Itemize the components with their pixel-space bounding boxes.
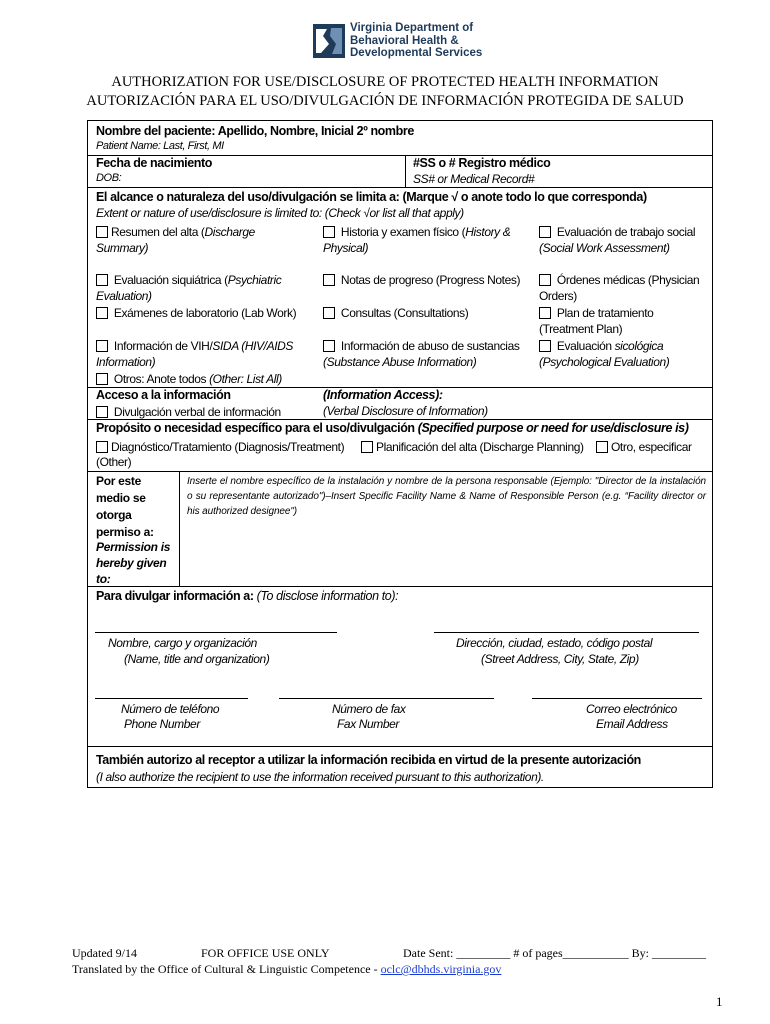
name-title-org-label-en: (Name, title and organization) [124, 652, 270, 666]
date-sent-fields: Date Sent: _________ # of pages___________ By: _________ [403, 946, 706, 960]
option-verbal-disclosure[interactable]: Divulgación verbal de información [96, 404, 281, 420]
address-line[interactable] [434, 632, 699, 633]
dbhds-logo [313, 22, 483, 62]
address-label-en: (Street Address, City, State, Zip) [481, 652, 639, 666]
ss-label: #SS o # Registro médico [413, 156, 551, 170]
checkbox[interactable] [361, 441, 373, 453]
dob-label: Fecha de nacimiento [96, 156, 213, 170]
phone-line[interactable] [95, 698, 248, 699]
checkbox[interactable] [96, 274, 108, 286]
checkbox[interactable] [96, 307, 108, 319]
option-consultations[interactable]: Consultas (Consultations) [323, 305, 468, 321]
option-discharge-planning[interactable]: Planificación del alta (Discharge Planning) [361, 439, 584, 455]
access-label: Acceso a la información [96, 388, 231, 402]
option-other-specify[interactable]: Otro, especificar [596, 439, 692, 455]
title-english: AUTHORIZATION FOR USE/DISCLOSURE OF PROTECTED HEALTH INFORMATION [111, 74, 659, 90]
email-label-en: Email Address [596, 717, 668, 731]
dob-label-en: DOB: [96, 172, 122, 184]
checkbox[interactable] [96, 373, 108, 385]
checkbox[interactable] [539, 274, 551, 286]
title-spanish: AUTORIZACIÓN PARA EL USO/DIVULGACIÓN DE INFORMACIÓN PROTEGIDA DE SALUD [86, 93, 684, 109]
translated-by: Translated by the Office of Cultural & Linguistic Competence - oclc@dbhds.virginia.gov [72, 962, 502, 976]
fax-line[interactable] [279, 698, 494, 699]
option-psychiatric-evaluation[interactable]: Evaluación siquiátrica (Psychiatric Evaluation) [96, 273, 282, 303]
oclc-email-link[interactable]: oclc@dbhds.virginia.gov [380, 962, 502, 976]
fax-label-en: Fax Number [337, 717, 400, 731]
scope-label: El alcance o naturaleza del uso/divulgación se limita a: (Marque √ o anote todo lo que corresponda) [96, 190, 647, 204]
name-title-org-label: Nombre, cargo y organización [108, 636, 257, 650]
permission-field[interactable] [187, 520, 706, 582]
checkbox[interactable] [596, 441, 608, 453]
dob-field[interactable] [125, 170, 395, 186]
office-use-only: FOR OFFICE USE ONLY [201, 946, 330, 960]
checkbox[interactable] [96, 340, 108, 352]
email-label: Correo electrónico [586, 702, 677, 716]
patient-name-label-en: Patient Name: Last, First, MI [96, 140, 224, 152]
disclose-label: Para divulgar información a: (To disclose information to): [96, 589, 399, 603]
ss-field[interactable] [540, 170, 705, 186]
option-hiv-information[interactable]: Información de VIH/SIDA (HIV/AIDS Information) [96, 339, 294, 369]
checkbox[interactable] [96, 226, 108, 238]
patient-name-field[interactable] [330, 138, 700, 154]
updated-date: Updated 9/14 [72, 946, 137, 960]
recipient-authorization: También autorizo al receptor a utilizar la información recibida en virtud de la presente autorización [96, 753, 641, 767]
divider [405, 155, 406, 187]
option-treatment-plan[interactable]: Plan de tratamiento (Treatment Plan) [539, 306, 654, 336]
purpose-other-en: (Other) [96, 455, 132, 469]
checkbox[interactable] [539, 340, 551, 352]
logo-mark-icon [313, 24, 345, 58]
checkbox[interactable] [539, 307, 551, 319]
option-lab-work[interactable]: Exámenes de laboratorio (Lab Work) [96, 305, 296, 321]
option-history-physical[interactable]: Historia y examen físico (History & Physical) [323, 225, 511, 255]
checkbox[interactable] [323, 307, 335, 319]
checkbox[interactable] [323, 340, 335, 352]
fax-label: Número de fax [332, 702, 406, 716]
checkbox[interactable] [96, 406, 108, 418]
option-progress-notes[interactable]: Notas de progreso (Progress Notes) [323, 272, 520, 288]
recipient-authorization-en: (I also authorize the recipient to use the information received pursuant to this authorization). [96, 770, 544, 784]
divider [179, 471, 180, 586]
checkbox[interactable] [323, 226, 335, 238]
name-signature-line[interactable] [95, 632, 337, 633]
phone-label: Número de teléfono [121, 702, 220, 716]
purpose-label: Propósito o necesidad específico para el uso/divulgación (Specified purpose or need for use/disclosure is) [96, 421, 689, 435]
divider [87, 746, 713, 747]
permission-label-es: Por este medio se otorga permiso a: [96, 474, 154, 539]
scope-label-en: Extent or nature of use/disclosure is limited to: (Check √or list all that apply) [96, 206, 464, 220]
patient-name-label: Nombre del paciente: Apellido, Nombre, Inicial 2º nombre [96, 124, 414, 138]
page-number: 1 [716, 994, 723, 1009]
org-name-line2: Behavioral Health & [350, 34, 459, 47]
option-diagnosis-treatment[interactable]: Diagnóstico/Tratamiento (Diagnosis/Treatment) [96, 439, 344, 455]
phone-label-en: Phone Number [124, 717, 200, 731]
checkbox[interactable] [96, 441, 108, 453]
permission-label-en: Permission is hereby given to: [96, 540, 171, 586]
divider [87, 471, 713, 472]
option-other-list-all[interactable]: Otros: Anote todos (Other: List All) [96, 371, 282, 387]
verbal-disclosure-en: (Verbal Disclosure of Information) [323, 404, 488, 418]
ss-label-en: SS# or Medical Record# [413, 172, 535, 186]
divider [87, 586, 713, 587]
option-substance-abuse[interactable]: Información de abuso de sustancias (Substance Abuse Information) [323, 339, 520, 369]
option-social-work-assessment[interactable]: Evaluación de trabajo social (Social Work Assessment) [539, 225, 696, 255]
address-label: Dirección, ciudad, estado, código postal [456, 636, 653, 650]
checkbox[interactable] [323, 274, 335, 286]
checkbox[interactable] [539, 226, 551, 238]
email-line[interactable] [532, 698, 702, 699]
org-name-line3: Developmental Services [350, 47, 483, 59]
permission-instruction: Inserte el nombre específico de la instalación y nombre de la persona responsable (Ejemplo: "Director de la instalación o su representante autorizado")–Insert Specific Facility Name & Name of Responsible Person (e.g. “Facility director or his authorized designee") [187, 476, 706, 517]
divider [87, 187, 713, 188]
option-psychological-evaluation[interactable]: Evaluación sicológica (Psychological Evaluation) [539, 339, 670, 369]
option-discharge-summary[interactable]: Resumen del alta (Discharge Summary) [96, 225, 255, 255]
access-label-en: (Information Access): [323, 388, 443, 402]
option-physician-orders[interactable]: Órdenes médicas (Physician Orders) [539, 273, 700, 303]
org-name-line1: Virginia Department of [350, 22, 474, 34]
